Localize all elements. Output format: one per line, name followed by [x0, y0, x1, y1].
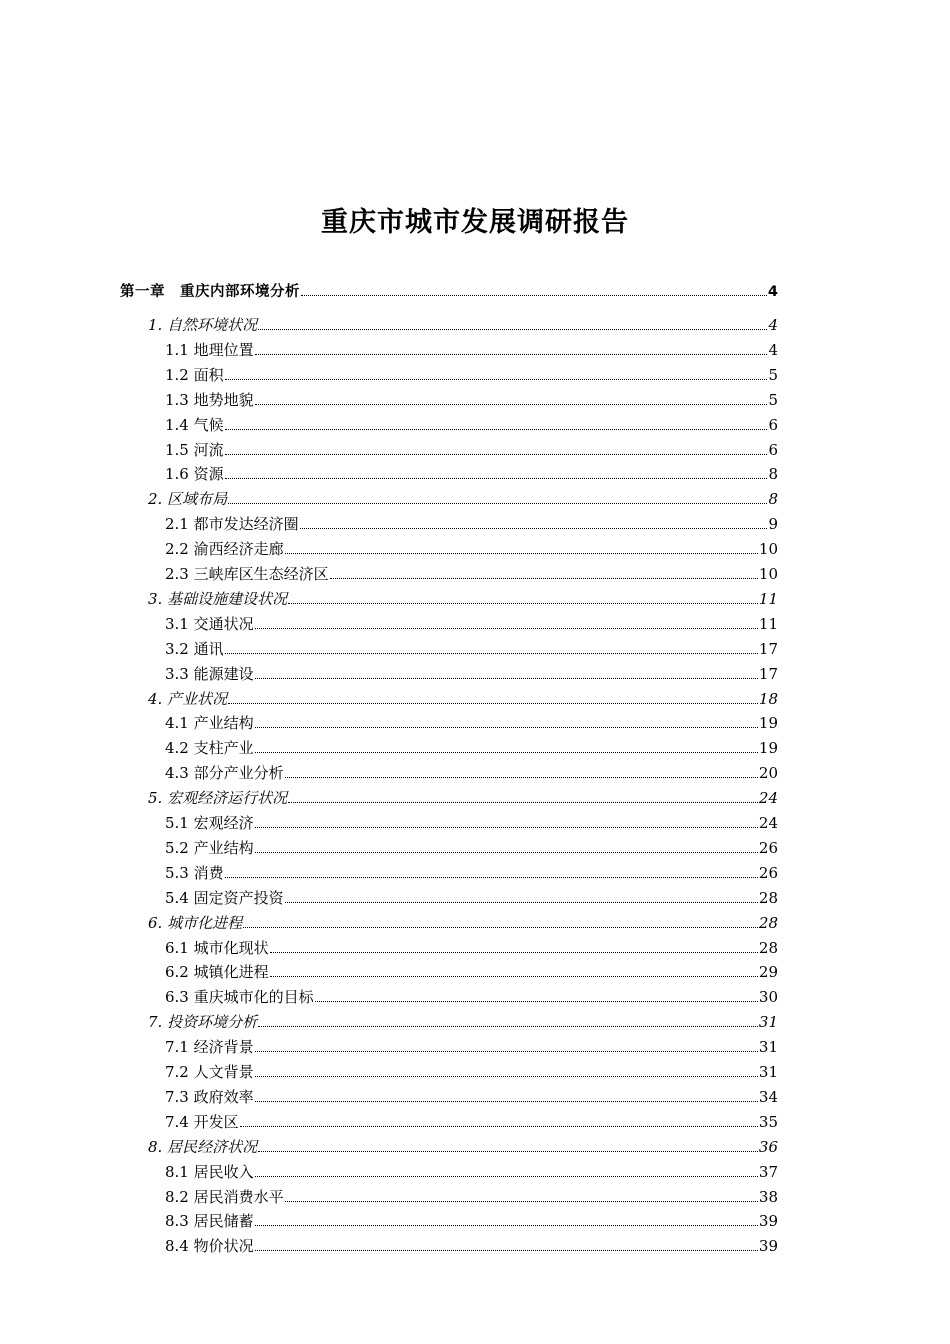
toc-entry-label: 3. 基础设施建设状况	[148, 589, 288, 608]
toc-page-number: 26	[758, 863, 778, 882]
toc-subsection-entry[interactable]	[165, 862, 778, 884]
toc-subsection-entry[interactable]	[165, 1111, 778, 1133]
toc-page-number: 31	[758, 1063, 778, 1081]
toc-chapter-entry[interactable]	[120, 281, 778, 303]
toc-page-number: 26	[758, 838, 778, 857]
toc-entry-label: 7.2 人文背景	[165, 1063, 254, 1081]
toc-subsection-entry[interactable]	[165, 538, 778, 560]
toc-dot-leader	[258, 1137, 758, 1152]
toc-page-number: 17	[758, 664, 778, 683]
toc-entry-label: 5.1 宏观经济	[165, 814, 254, 832]
toc-entry-label: 2.1 都市发达经济圈	[165, 515, 299, 534]
toc-dot-leader	[225, 863, 758, 878]
toc-entry-label: 8.3 居民储蓄	[165, 1212, 254, 1231]
toc-page-number: 19	[758, 739, 778, 758]
toc-entry-label: 1.4 气候	[165, 415, 224, 434]
toc-entry-label: 6.1 城市化现状	[165, 938, 269, 957]
toc-subsection-entry[interactable]	[165, 1235, 778, 1257]
toc-subsection-entry[interactable]	[165, 1086, 778, 1108]
toc-page-number: 31	[758, 1013, 778, 1032]
toc-dot-leader	[255, 1211, 758, 1226]
toc-page-number: 4	[767, 284, 778, 300]
toc-dot-leader	[225, 464, 768, 479]
toc-subsection-entry[interactable]	[165, 364, 778, 386]
toc-page-number: 31	[758, 1038, 778, 1057]
toc-dot-leader	[228, 489, 767, 504]
toc-section-entry[interactable]	[148, 1011, 778, 1033]
toc-entry-label: 5.4 固定资产投资	[165, 888, 284, 907]
toc-entry-label: 7.1 经济背景	[165, 1038, 254, 1057]
toc-entry-label: 3.3 能源建设	[165, 664, 254, 683]
toc-dot-leader	[255, 813, 758, 828]
toc-dot-leader	[255, 1162, 758, 1177]
toc-dot-leader	[285, 763, 758, 778]
toc-dot-leader	[255, 1236, 758, 1251]
toc-entry-label: 2.2 渝西经济走廊	[165, 540, 284, 559]
toc-dot-leader	[330, 564, 758, 579]
toc-page-number: 24	[758, 789, 778, 808]
toc-subsection-entry[interactable]	[165, 1210, 778, 1232]
toc-page-number: 35	[758, 1112, 778, 1131]
toc-page-number: 28	[758, 938, 778, 957]
toc-dot-leader	[255, 340, 768, 355]
toc-entry-label: 7.4 开发区	[165, 1112, 239, 1131]
toc-dot-leader	[255, 614, 758, 629]
toc-page-number: 29	[758, 963, 778, 982]
toc-page-number: 18	[758, 689, 778, 708]
toc-page-number: 39	[758, 1212, 778, 1231]
toc-dot-leader	[255, 738, 758, 753]
toc-page-number: 4	[768, 316, 778, 334]
toc-page-number: 34	[758, 1087, 778, 1106]
toc-dot-leader	[285, 1187, 758, 1202]
toc-page-number: 6	[768, 440, 778, 459]
toc-section-entry[interactable]	[148, 314, 778, 336]
toc-entry-label: 1.1 地理位置	[165, 340, 254, 359]
toc-entry-label: 1. 自然环境状况	[148, 316, 258, 334]
toc-dot-leader	[225, 440, 768, 455]
toc-dot-leader	[225, 639, 758, 654]
toc-entry-label: 5.2 产业结构	[165, 838, 254, 857]
toc-dot-leader	[255, 838, 758, 853]
toc-dot-leader	[255, 1087, 758, 1102]
toc-dot-leader	[225, 365, 768, 380]
toc-subsection-entry[interactable]	[165, 563, 778, 585]
toc-subsection-entry[interactable]	[165, 887, 778, 909]
toc-page-number: 38	[758, 1187, 778, 1206]
toc-dot-leader	[255, 664, 758, 679]
toc-page-number: 30	[758, 988, 778, 1007]
toc-entry-label: 1.3 地势地貌	[165, 390, 254, 409]
toc-page-number: 37	[758, 1162, 778, 1181]
toc-page-number: 8	[768, 490, 778, 509]
toc-page-number: 5	[768, 390, 778, 409]
toc-dot-leader	[288, 589, 758, 604]
toc-entry-label: 8. 居民经济状况	[148, 1137, 258, 1156]
toc-dot-leader	[301, 281, 767, 296]
toc-subsection-entry[interactable]	[165, 414, 778, 436]
toc-dot-leader	[270, 938, 758, 953]
toc-dot-leader	[258, 1012, 758, 1027]
toc-dot-leader	[285, 888, 758, 903]
toc-subsection-entry[interactable]	[165, 513, 778, 535]
toc-page-number: 19	[758, 714, 778, 733]
toc-dot-leader	[240, 1112, 758, 1127]
toc-dot-leader	[300, 514, 768, 529]
toc-subsection-entry[interactable]	[165, 712, 778, 734]
toc-page-number: 36	[758, 1137, 778, 1156]
toc-page-number: 11	[758, 589, 778, 608]
toc-subsection-entry[interactable]	[165, 613, 778, 635]
toc-dot-leader	[243, 913, 758, 928]
toc-page-number: 28	[758, 913, 778, 932]
toc-section-entry[interactable]	[148, 787, 778, 809]
toc-entry-label: 4. 产业状况	[148, 689, 228, 708]
toc-page-number: 28	[758, 888, 778, 907]
toc-entry-label: 6.2 城镇化进程	[165, 963, 269, 982]
toc-page-number: 6	[768, 415, 778, 434]
toc-entry-label: 2. 区域布局	[148, 490, 228, 509]
toc-dot-leader	[255, 390, 768, 405]
toc-subsection-entry[interactable]	[165, 937, 778, 959]
toc-subsection-entry[interactable]	[165, 812, 778, 834]
toc-dot-leader	[255, 1037, 758, 1052]
toc-subsection-entry[interactable]	[165, 1061, 778, 1083]
toc-page-number: 24	[758, 814, 778, 832]
toc-section-entry[interactable]	[148, 588, 778, 610]
toc-entry-label: 8.1 居民收入	[165, 1162, 254, 1181]
toc-page-number: 11	[758, 614, 778, 633]
toc-entry-label: 5.3 消费	[165, 863, 224, 882]
toc-page-number: 39	[758, 1237, 778, 1256]
toc-subsection-entry[interactable]	[165, 1036, 778, 1058]
toc-subsection-entry[interactable]	[165, 986, 778, 1008]
toc-subsection-entry[interactable]	[165, 762, 778, 784]
document-title: 重庆市城市发展调研报告	[321, 207, 629, 238]
toc-dot-leader	[270, 962, 758, 977]
toc-entry-label: 3.2 通讯	[165, 639, 224, 658]
toc-dot-leader	[225, 415, 768, 430]
toc-section-entry[interactable]	[148, 688, 778, 710]
toc-page-number: 4	[768, 340, 778, 359]
toc-dot-leader	[285, 539, 758, 554]
toc-page-number: 9	[768, 515, 778, 534]
toc-entry-label: 6. 城市化进程	[148, 913, 243, 932]
toc-entry-label: 7.3 政府效率	[165, 1087, 254, 1106]
toc-entry-label: 4.2 支柱产业	[165, 739, 254, 758]
toc-entry-label: 4.1 产业结构	[165, 714, 254, 733]
toc-subsection-entry[interactable]	[165, 339, 778, 361]
toc-entry-label: 1.5 河流	[165, 440, 224, 459]
toc-subsection-entry[interactable]	[165, 389, 778, 411]
toc-dot-leader	[255, 713, 758, 728]
toc-page-number: 10	[758, 540, 778, 559]
toc-entry-label: 2.3 三峡库区生态经济区	[165, 565, 329, 583]
toc-subsection-entry[interactable]	[165, 1186, 778, 1208]
toc-page-number: 5	[768, 365, 778, 384]
toc-entry-label: 1.2 面积	[165, 365, 224, 384]
toc-entry-label: 第一章 重庆内部环境分析	[120, 284, 300, 300]
toc-entry-label: 7. 投资环境分析	[148, 1013, 258, 1032]
toc-entry-label: 6.3 重庆城市化的目标	[165, 988, 314, 1007]
toc-page-number: 8	[768, 465, 778, 484]
toc-page-number: 17	[758, 639, 778, 658]
toc-page-number: 20	[758, 764, 778, 783]
toc-subsection-entry[interactable]	[165, 439, 778, 461]
toc-dot-leader	[315, 987, 758, 1002]
toc-subsection-entry[interactable]	[165, 737, 778, 759]
toc-dot-leader	[228, 689, 758, 704]
toc-entry-label: 1.6 资源	[165, 465, 224, 484]
toc-subsection-entry[interactable]	[165, 961, 778, 983]
toc-subsection-entry[interactable]	[165, 663, 778, 685]
toc-page-number: 10	[758, 565, 778, 583]
toc-entry-label: 8.2 居民消费水平	[165, 1187, 284, 1206]
toc-subsection-entry[interactable]	[165, 463, 778, 485]
toc-entry-label: 3.1 交通状况	[165, 614, 254, 633]
toc-subsection-entry[interactable]	[165, 837, 778, 859]
toc-entry-label: 4.3 部分产业分析	[165, 764, 284, 783]
toc-dot-leader	[258, 315, 767, 330]
toc-subsection-entry[interactable]	[165, 1161, 778, 1183]
toc-dot-leader	[255, 1062, 758, 1077]
toc-entry-label: 8.4 物价状况	[165, 1237, 254, 1256]
toc-dot-leader	[288, 788, 758, 803]
toc-section-entry[interactable]	[148, 1136, 778, 1158]
toc-section-entry[interactable]	[148, 488, 778, 510]
toc-section-entry[interactable]	[148, 912, 778, 934]
toc-entry-label: 5. 宏观经济运行状况	[148, 789, 288, 808]
toc-subsection-entry[interactable]	[165, 638, 778, 660]
